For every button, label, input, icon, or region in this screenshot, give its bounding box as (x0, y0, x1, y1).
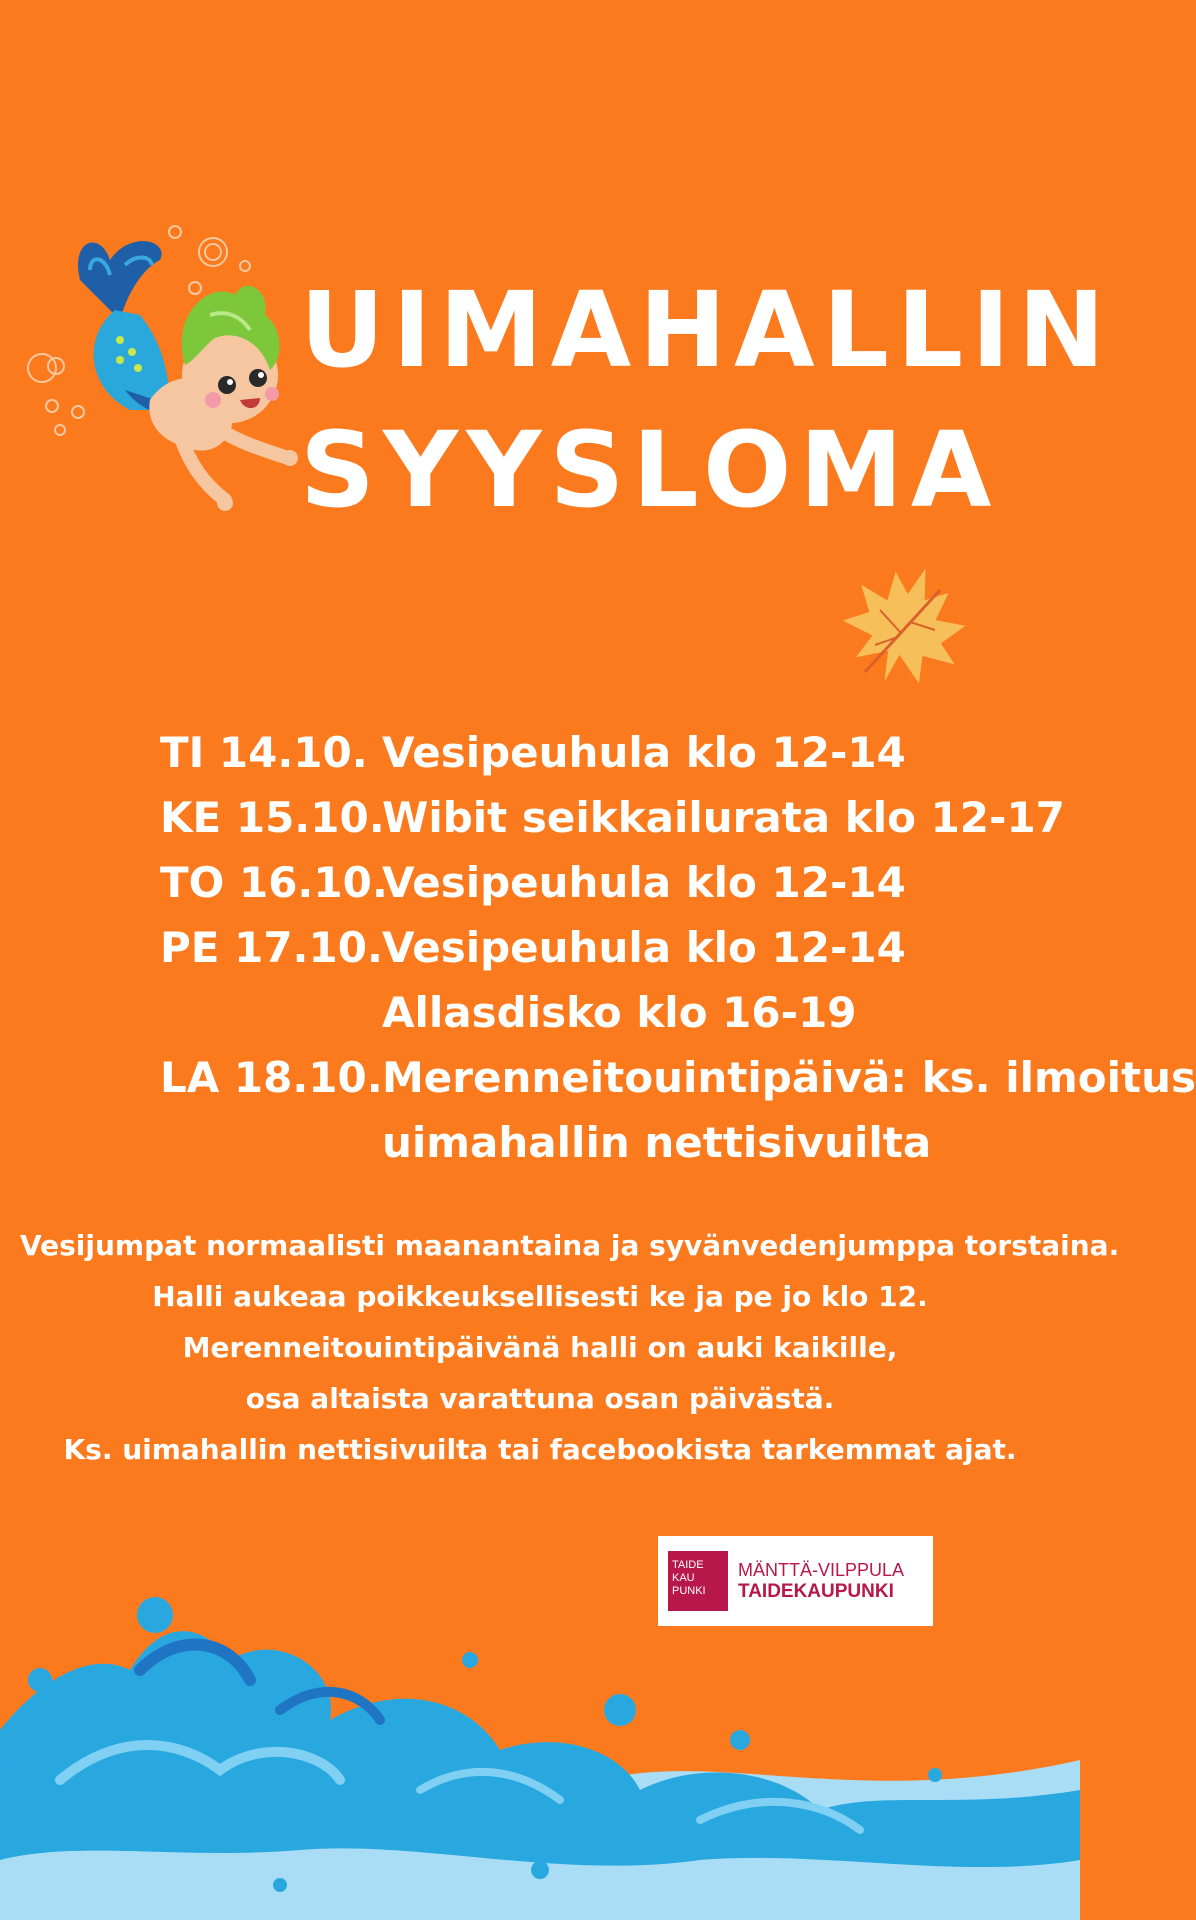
note-line: osa altaista varattuna osan päivästä. (245, 1382, 835, 1415)
schedule-day: TO 16.10. (160, 858, 388, 907)
logo-text (738, 1559, 904, 1603)
schedule-row (160, 785, 1065, 850)
city-logo (658, 1536, 933, 1626)
note-line: Merenneitouintipäivänä halli on auki kaikille, (182, 1331, 898, 1364)
maple-leaf-icon (840, 560, 970, 690)
logo-mark-line: KAU (672, 1572, 695, 1584)
schedule-day (160, 980, 382, 1045)
schedule-event: Allasdisko klo 16-19 (382, 988, 857, 1037)
title-line-1: UIMAHALLIN (300, 269, 1113, 391)
logo-mark-line: PUNKI (672, 1585, 706, 1597)
logo-mark (668, 1551, 728, 1611)
schedule-event: Wibit seikkailurata klo 12-17 (382, 793, 1065, 842)
schedule-row (160, 980, 1040, 1045)
note-line: Halli aukeaa poikkeuksellisesti ke ja pe jo klo 12. (152, 1280, 928, 1313)
schedule-row (160, 915, 1040, 980)
schedule-event: Vesipeuhula klo 12-14 (382, 858, 906, 907)
schedule (160, 720, 1196, 1175)
logo-city-name: MÄNTTÄ-VILPPULA (738, 1560, 905, 1580)
schedule-event: Vesipeuhula klo 12-14 (382, 728, 906, 777)
schedule-event: uimahallin nettisivuilta (382, 1118, 932, 1167)
schedule-row (160, 720, 1040, 785)
note-line: Vesijumpat normaalisti maanantaina ja syvänvedenjumppa torstaina. (20, 1229, 1120, 1262)
logo-mark-line: TAIDE (672, 1559, 704, 1571)
mermaid-illustration (20, 220, 340, 520)
schedule-row (160, 1110, 1040, 1175)
notes (20, 1220, 1120, 1475)
schedule-day (160, 1110, 382, 1175)
title-line-2: SYYSLOMA (300, 409, 1000, 531)
schedule-day: LA 18.10. (160, 1053, 383, 1102)
schedule-row (160, 1045, 1196, 1110)
note-line: Ks. uimahallin nettisivuilta tai facebookista tarkemmat ajat. (63, 1433, 1017, 1466)
schedule-row (160, 850, 1040, 915)
schedule-day: PE 17.10. (160, 923, 383, 972)
schedule-day: KE 15.10. (160, 793, 385, 842)
schedule-event: Vesipeuhula klo 12-14 (382, 923, 906, 972)
schedule-event: Merenneitouintipäivä: ks. ilmoitus (382, 1053, 1196, 1102)
poster-title (300, 260, 1113, 540)
logo-tagline: TAIDEKAUPUNKI (738, 1581, 894, 1602)
schedule-day: TI 14.10. (160, 728, 368, 777)
